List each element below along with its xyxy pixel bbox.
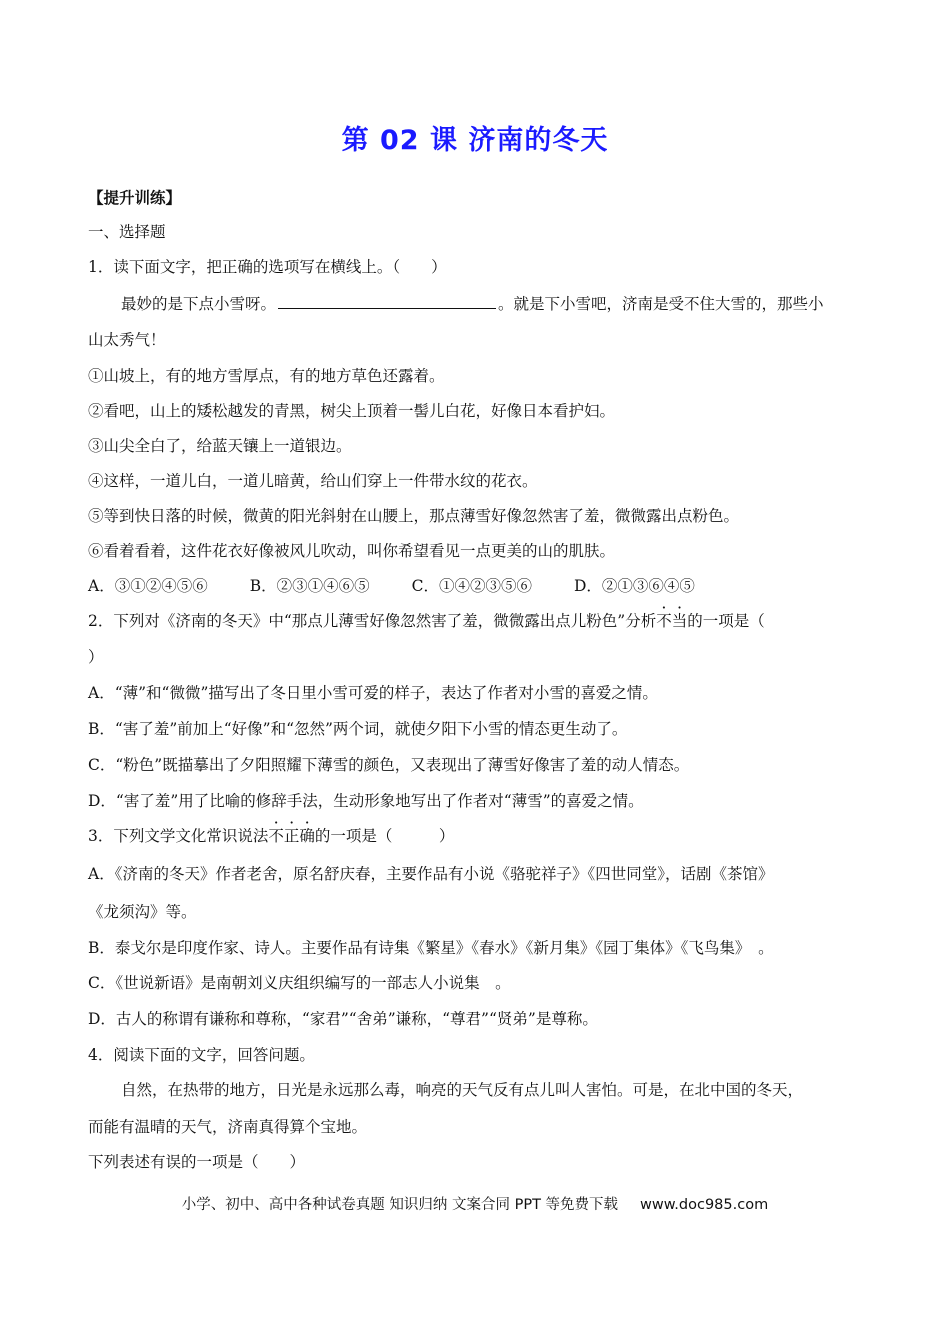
q3-stem [88, 826, 454, 846]
q3-stem-after: 的一项是（ ） [314, 827, 455, 845]
emphasis-char: 不 [268, 827, 284, 845]
q1-option-b[interactable]: B．②③①④⑥⑤ [249, 577, 370, 595]
emphasis-char: 当 [671, 612, 688, 630]
q2-option-c[interactable]: C．“粉色”既描摹出了夕阳照耀下薄雪的颜色，又表现出了薄雪好像害了羞的动人情态。 [88, 756, 690, 774]
q4-passage-line1: 自然，在热带的地方，日光是永远那么毒，响亮的天气反有点儿叫人害怕。可是，在北中国的冬天， [121, 1081, 804, 1099]
q2-stem-cont: ） [88, 648, 104, 666]
q1-item: ①山坡上，有的地方雪厚点，有的地方草色还露着。 [88, 367, 445, 385]
q2-option-b[interactable]: B．“害了羞”前加上“好像”和“忽然”两个词，就使夕阳下小雪的情态更生动了。 [88, 720, 628, 738]
section-label: 【提升训练】 [88, 189, 182, 207]
q2-stem [88, 611, 765, 631]
q3-option-a-cont: 《龙须沟》等。 [88, 903, 197, 921]
q1-item: ④这样，一道儿白，一道儿暗黄，给山们穿上一件带水纹的花衣。 [88, 472, 538, 490]
q2-stem-after: 的一项是（ [687, 612, 765, 630]
q1-item: ②看吧，山上的矮松越发的青黑，树尖上顶着一髻儿白花，好像日本看护妇。 [88, 402, 616, 420]
q3-option-d[interactable]: D．古人的称谓有谦称和尊称，“家君”“舍弟”谦称，“尊君”“贤弟”是尊称。 [88, 1010, 598, 1028]
q4-stem: 4．阅读下面的文字，回答问题。 [88, 1046, 315, 1064]
q1-stem: 1．读下面文字，把正确的选项写在横线上。（ ） [88, 258, 447, 276]
emphasis-char: 确 [299, 827, 315, 845]
q1-passage-cont: 山太秀气！ [88, 331, 166, 349]
q2-option-a[interactable]: A．“薄”和“微微”描写出了冬日里小雪可爱的样子，表达了作者对小雪的喜爱之情。 [88, 684, 658, 702]
q2-stem-before: 2．下列对《济南的冬天》中“那点儿薄雪好像忽然害了羞，微微露出点儿粉色”分析 [88, 612, 657, 630]
footer-text: 小学、初中、高中各种试卷真题 知识归纳 文案合同 PPT 等免费下载 [181, 1197, 619, 1213]
part-heading: 一、选择题 [88, 223, 166, 241]
page-footer [0, 1193, 950, 1214]
q2-option-d[interactable]: D．“害了羞”用了比喻的修辞手法，生动形象地写出了作者对“薄雪”的喜爱之情。 [88, 792, 644, 810]
q4-question: 下列表述有误的一项是（ ） [88, 1153, 306, 1171]
page-title: 第 02 课 济南的冬天 [341, 125, 609, 156]
q1-passage [121, 293, 824, 314]
emphasis-char: 不 [656, 612, 672, 630]
q1-option-c[interactable]: C．①④②③⑤⑥ [411, 577, 532, 595]
q3-option-a[interactable]: A．《济南的冬天》作者老舍，原名舒庆春，主要作品有小说《骆驼祥子》《四世同堂》，话剧《茶馆》 [88, 865, 774, 883]
footer-url[interactable]: www.doc985.com [640, 1197, 769, 1213]
q1-options [88, 576, 737, 596]
emphasis-char: 正 [283, 827, 300, 845]
q1-passage-before: 最妙的是下点小雪呀。 [121, 295, 277, 313]
q1-item: ⑤等到快日落的时候，微黄的阳光斜射在山腰上，那点薄雪好像忽然害了羞，微微露出点粉色。 [88, 507, 740, 525]
q3-option-b[interactable]: B．泰戈尔是印度作家、诗人。主要作品有诗集《繁星》《春水》《新月集》《园丁集体》《飞鸟集》 。 [88, 939, 774, 957]
q1-item: ⑥看着看着，这件花衣好像被风儿吹动，叫你希望看见一点更美的山的肌肤。 [88, 542, 616, 560]
q3-option-c[interactable]: C．《世说新语》是南朝刘义庆组织编写的一部志人小说集 。 [88, 974, 511, 992]
q1-option-d[interactable]: D．②①③⑥④⑤ [573, 577, 695, 595]
answer-blank[interactable] [278, 293, 496, 309]
q4-passage-line2: 而能有温晴的天气，济南真得算个宝地。 [88, 1118, 368, 1136]
q1-item: ③山尖全白了，给蓝天镶上一道银边。 [88, 437, 352, 455]
q3-stem-before: 3．下列文学文化常识说法 [88, 827, 269, 845]
q1-passage-after: 。就是下小雪吧，济南是受不住大雪的，那些小 [498, 295, 824, 313]
q1-option-a[interactable]: A．③①②④⑤⑥ [88, 577, 208, 595]
